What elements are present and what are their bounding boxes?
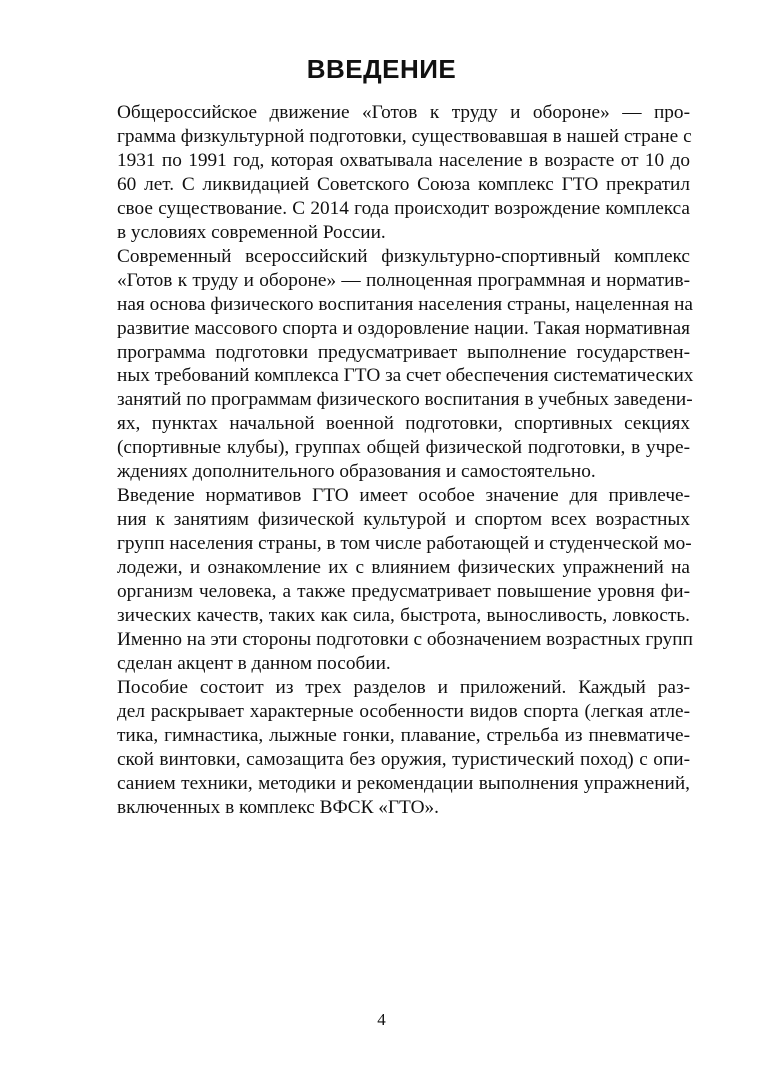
text-line: тика, гимнастика, лыжные гонки, плавание, стрельба из пневматиче-	[117, 724, 690, 746]
text-line: свое существование. С 2014 года происходит возрождение комплекса	[117, 197, 690, 219]
text-line: Пособие состоит из трех разделов и приложений. Каждый раз-	[117, 676, 690, 698]
text-line: сделан акцент в данном пособии.	[117, 652, 391, 674]
text-line: включенных в комплекс ВФСК «ГТО».	[117, 796, 439, 818]
paragraph	[73, 676, 690, 820]
text-line: (спортивные клубы), группах общей физической подготовки, в учре-	[117, 437, 690, 459]
text-line: ях, пунктах начальной военной подготовки, спортивных секциях	[117, 413, 690, 435]
text-line: зических качеств, таких как сила, быстрота, выносливость, ловкость.	[117, 605, 690, 627]
text-line: лодежи, и ознакомление их с влиянием физических упражнений на	[117, 557, 690, 579]
text-line: 1931 по 1991 год, которая охватывала население в возрасте от 10 до	[117, 149, 690, 171]
text-line: ных требований комплекса ГТО за счет обеспечения систематических	[117, 365, 694, 387]
text-line: грамма физкультурной подготовки, существовавшая в нашей стране с	[117, 125, 692, 147]
text-line: ждениях дополнительного образования и самостоятельно.	[117, 461, 596, 483]
text-line: групп населения страны, в том числе работающей и студенческой мо-	[117, 533, 692, 555]
text-line: «Готов к труду и обороне» — полноценная программная и норматив-	[117, 269, 690, 291]
text-line: Современный всероссийский физкультурно-спортивный комплекс	[117, 245, 690, 267]
paragraph	[73, 101, 690, 245]
text-line: развитие массового спорта и оздоровление нации. Такая нормативная	[117, 317, 690, 339]
text-line: санием техники, методики и рекомендации выполнения упражнений,	[117, 772, 690, 794]
text-line: в условиях современной России.	[117, 221, 386, 243]
page-number: 4	[377, 1010, 386, 1029]
text-line: Общероссийское движение «Готов к труду и обороне» — про-	[117, 102, 690, 123]
text-line: 60 лет. С ликвидацией Советского Союза комплекс ГТО прекратил	[117, 173, 690, 195]
text-line: Именно на эти стороны подготовки с обозначением возрастных групп	[117, 628, 693, 650]
text-line: занятий по программам физического воспитания в учебных заведени-	[117, 389, 693, 411]
paragraph	[73, 245, 694, 485]
text-line: дел раскрывает характерные особенности видов спорта (легкая атле-	[117, 700, 690, 722]
text-line: ния к занятиям физической культурой и спортом всех возрастных	[117, 509, 690, 531]
text-line: организм человека, а также предусматривает повышение уровня фи-	[117, 581, 690, 603]
text-line: программа подготовки предусматривает выполнение государствен-	[117, 341, 690, 363]
body-text	[73, 101, 694, 820]
page-title: ВВЕДЕНИЕ	[306, 54, 457, 84]
text-line: Введение нормативов ГТО имеет особое значение для привлече-	[117, 485, 690, 507]
text-line: ской винтовки, самозащита без оружия, туристический поход) с опи-	[117, 748, 690, 770]
text-line: ная основа физического воспитания населения страны, нацеленная на	[117, 293, 693, 315]
paragraph	[73, 484, 693, 676]
